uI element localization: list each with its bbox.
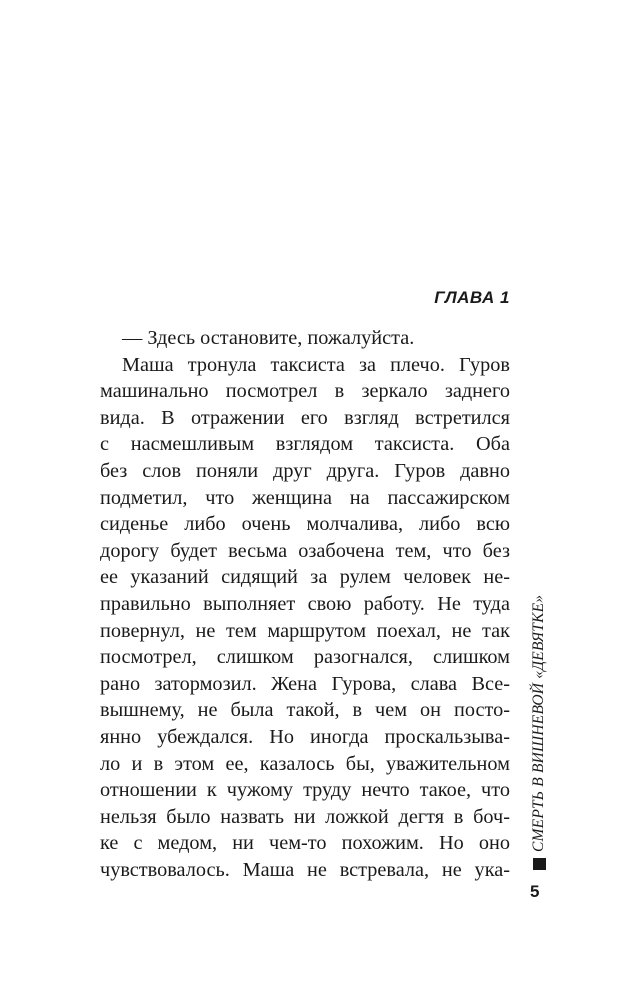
square-marker-icon xyxy=(533,858,546,870)
text-line: ло и в этом ее, казалось бы, уважительном xyxy=(100,752,510,775)
running-head xyxy=(530,530,550,870)
text-line: Маша тронула таксиста за плечо. Гуров xyxy=(122,353,510,376)
text-line: нельзя было назвать ни ложкой дегтя в боч- xyxy=(100,805,510,828)
text-line: — Здесь остановите, пожалуйста. xyxy=(122,327,415,349)
text-line: подметил, что женщина на пассажирском xyxy=(100,486,510,509)
running-head-text: СМЕРТЬ В ВИШНЕВОЙ «ДЕВЯТКЕ» xyxy=(530,594,547,852)
page-number: 5 xyxy=(530,882,540,901)
text-line: ее указаний сидящий за рулем человек не- xyxy=(100,566,510,589)
chapter-title: ГЛАВА 1 xyxy=(434,288,510,307)
text-line: правильно выполняет свою работу. Не туда xyxy=(100,592,510,615)
text-line: сиденье либо очень молчалива, либо всю xyxy=(100,513,510,536)
text-line: посмотрел, слишком разогнался, слишком xyxy=(100,646,510,669)
text-line: рано затормозил. Жена Гурова, слава Все- xyxy=(100,672,510,695)
text-line: вида. В отражении его взгляд встретился xyxy=(100,406,510,429)
text-line: с насмешливым взглядом таксиста. Оба xyxy=(100,433,510,456)
text-line: янно убеждался. Но иногда проскальзыва- xyxy=(100,725,510,748)
text-line: повернул, не тем маршрутом поехал, не так xyxy=(100,619,510,642)
body-text xyxy=(100,325,510,883)
text-line: машинально посмотрел в зеркало заднего xyxy=(100,380,510,403)
text-line: без слов поняли друг друга. Гуров давно xyxy=(100,459,510,482)
text-line: чувствовалось. Маша не встревала, не ука- xyxy=(100,858,510,881)
text-line: ке с медом, ни чем-то похожим. Но оно xyxy=(100,832,510,855)
text-line: вышнему, не была такой, в чем он посто- xyxy=(100,699,510,722)
text-line: отношении к чужому труду нечто такое, что xyxy=(100,779,510,802)
text-line: дорогу будет весьма озабочена тем, что без xyxy=(100,539,510,562)
